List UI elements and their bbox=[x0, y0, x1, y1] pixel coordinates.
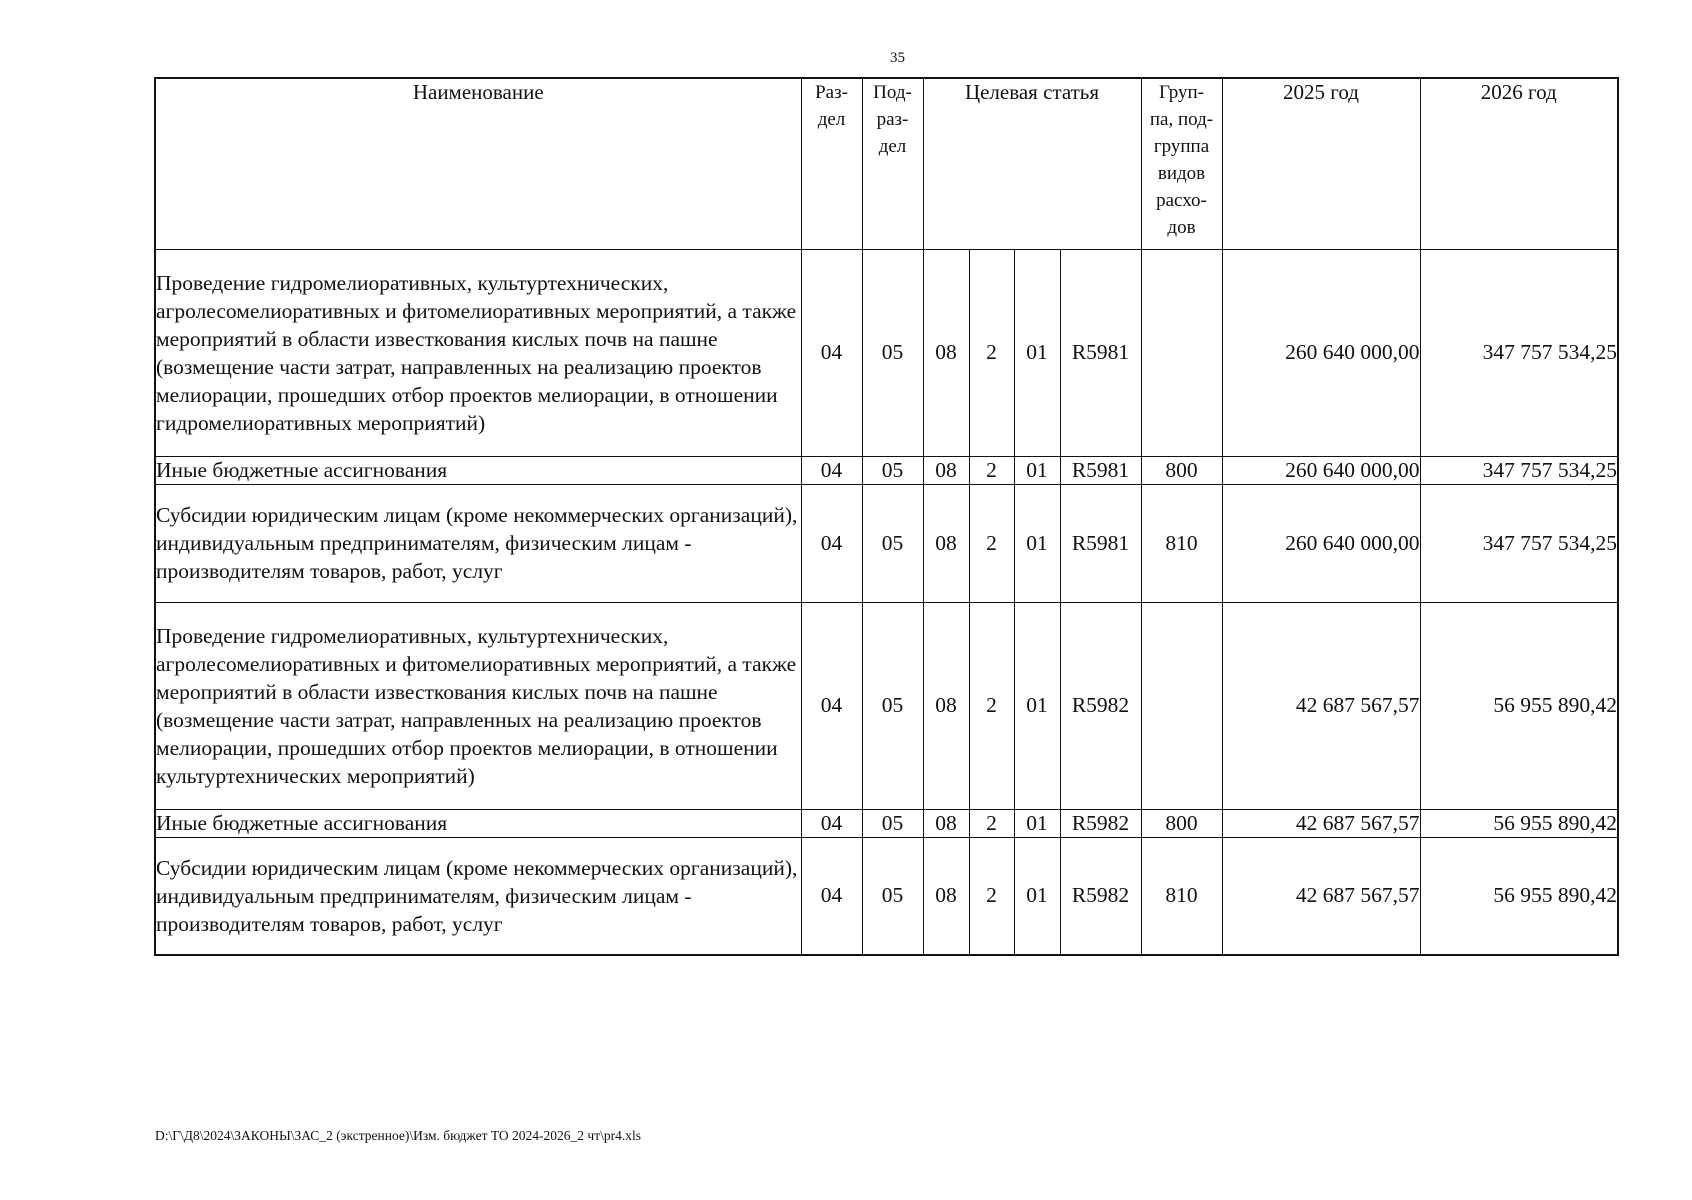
header-target-article: Целевая статья bbox=[923, 78, 1141, 249]
row-amount-2026: 347 757 534,25 bbox=[1420, 456, 1618, 484]
row-name: Субсидии юридическим лицам (кроме некоммерческих организаций), индивидуальным предпринимателям, физическим лицам - производителям товаров, работ, услуг bbox=[155, 484, 801, 602]
row-amount-2025: 42 687 567,57 bbox=[1222, 602, 1420, 809]
header-section: Раз- дел bbox=[801, 78, 862, 249]
row-target-subprogram: 2 bbox=[969, 602, 1014, 809]
table-row bbox=[155, 837, 1618, 955]
row-amount-2025: 260 640 000,00 bbox=[1222, 456, 1420, 484]
row-amount-2025: 260 640 000,00 bbox=[1222, 249, 1420, 456]
row-target-subprogram: 2 bbox=[969, 484, 1014, 602]
row-expense-group bbox=[1141, 249, 1222, 456]
row-target-program: 08 bbox=[923, 249, 969, 456]
page-number: 35 bbox=[890, 50, 905, 66]
row-target-event: 01 bbox=[1014, 602, 1060, 809]
row-amount-2025: 42 687 567,57 bbox=[1222, 809, 1420, 837]
row-target-program: 08 bbox=[923, 809, 969, 837]
row-section: 04 bbox=[801, 602, 862, 809]
row-target-direction: R5982 bbox=[1060, 837, 1141, 955]
header-year-2026: 2026 год bbox=[1420, 78, 1618, 249]
row-target-event: 01 bbox=[1014, 484, 1060, 602]
row-amount-2026: 56 955 890,42 bbox=[1420, 837, 1618, 955]
row-subsection: 05 bbox=[862, 456, 923, 484]
budget-table bbox=[154, 77, 1619, 956]
row-name: Проведение гидромелиоративных, культуртехнических, агролесомелиоративных и фитомелиоративных мероприятий, а также мероприятий в области известкования кислых почв на пашне (возмещение части затрат, направленных на реализацию проектов мелиорации, прошедших отбор проектов мелиорации, в отношении гидромелиоративных мероприятий) bbox=[155, 249, 801, 456]
row-target-direction: R5981 bbox=[1060, 456, 1141, 484]
row-subsection: 05 bbox=[862, 837, 923, 955]
row-name: Субсидии юридическим лицам (кроме некоммерческих организаций), индивидуальным предпринимателям, физическим лицам - производителям товаров, работ, услуг bbox=[155, 837, 801, 955]
row-section: 04 bbox=[801, 837, 862, 955]
row-subsection: 05 bbox=[862, 602, 923, 809]
footer-file-path: D:\Г\Д8\2024\ЗАКОНЫ\ЗАС_2 (экстренное)\Изм. бюджет ТО 2024-2026_2 чт\pr4.xls bbox=[155, 1128, 641, 1143]
row-subsection: 05 bbox=[862, 484, 923, 602]
header-row bbox=[155, 78, 1618, 249]
row-amount-2025: 260 640 000,00 bbox=[1222, 484, 1420, 602]
row-expense-group bbox=[1141, 602, 1222, 809]
row-target-subprogram: 2 bbox=[969, 837, 1014, 955]
row-subsection: 05 bbox=[862, 809, 923, 837]
row-target-program: 08 bbox=[923, 602, 969, 809]
header-expense-group: Груп- па, под- группа видов расхо- дов bbox=[1141, 78, 1222, 249]
row-target-event: 01 bbox=[1014, 837, 1060, 955]
row-name: Иные бюджетные ассигнования bbox=[155, 809, 801, 837]
table-row bbox=[155, 249, 1618, 456]
table-row bbox=[155, 809, 1618, 837]
row-section: 04 bbox=[801, 249, 862, 456]
row-name: Иные бюджетные ассигнования bbox=[155, 456, 801, 484]
row-section: 04 bbox=[801, 456, 862, 484]
row-expense-group: 810 bbox=[1141, 837, 1222, 955]
row-target-program: 08 bbox=[923, 837, 969, 955]
row-target-subprogram: 2 bbox=[969, 249, 1014, 456]
table-row bbox=[155, 484, 1618, 602]
row-subsection: 05 bbox=[862, 249, 923, 456]
header-name: Наименование bbox=[155, 78, 801, 249]
header-year-2025: 2025 год bbox=[1222, 78, 1420, 249]
row-target-direction: R5981 bbox=[1060, 484, 1141, 602]
row-target-direction: R5981 bbox=[1060, 249, 1141, 456]
row-expense-group: 800 bbox=[1141, 456, 1222, 484]
row-expense-group: 800 bbox=[1141, 809, 1222, 837]
row-target-direction: R5982 bbox=[1060, 809, 1141, 837]
row-target-subprogram: 2 bbox=[969, 456, 1014, 484]
row-target-event: 01 bbox=[1014, 809, 1060, 837]
row-target-subprogram: 2 bbox=[969, 809, 1014, 837]
row-target-direction: R5982 bbox=[1060, 602, 1141, 809]
header-subsection: Под- раз- дел bbox=[862, 78, 923, 249]
row-amount-2026: 56 955 890,42 bbox=[1420, 602, 1618, 809]
row-amount-2025: 42 687 567,57 bbox=[1222, 837, 1420, 955]
row-amount-2026: 56 955 890,42 bbox=[1420, 809, 1618, 837]
row-target-event: 01 bbox=[1014, 249, 1060, 456]
row-amount-2026: 347 757 534,25 bbox=[1420, 249, 1618, 456]
row-target-program: 08 bbox=[923, 456, 969, 484]
row-target-program: 08 bbox=[923, 484, 969, 602]
row-target-event: 01 bbox=[1014, 456, 1060, 484]
table-row bbox=[155, 456, 1618, 484]
row-amount-2026: 347 757 534,25 bbox=[1420, 484, 1618, 602]
row-name: Проведение гидромелиоративных, культуртехнических, агролесомелиоративных и фитомелиоративных мероприятий, а также мероприятий в области известкования кислых почв на пашне (возмещение части затрат, направленных на реализацию проектов мелиорации, прошедших отбор проектов мелиорации, в отношении культуртехнических мероприятий) bbox=[155, 602, 801, 809]
row-section: 04 bbox=[801, 809, 862, 837]
table-row bbox=[155, 602, 1618, 809]
row-expense-group: 810 bbox=[1141, 484, 1222, 602]
row-section: 04 bbox=[801, 484, 862, 602]
